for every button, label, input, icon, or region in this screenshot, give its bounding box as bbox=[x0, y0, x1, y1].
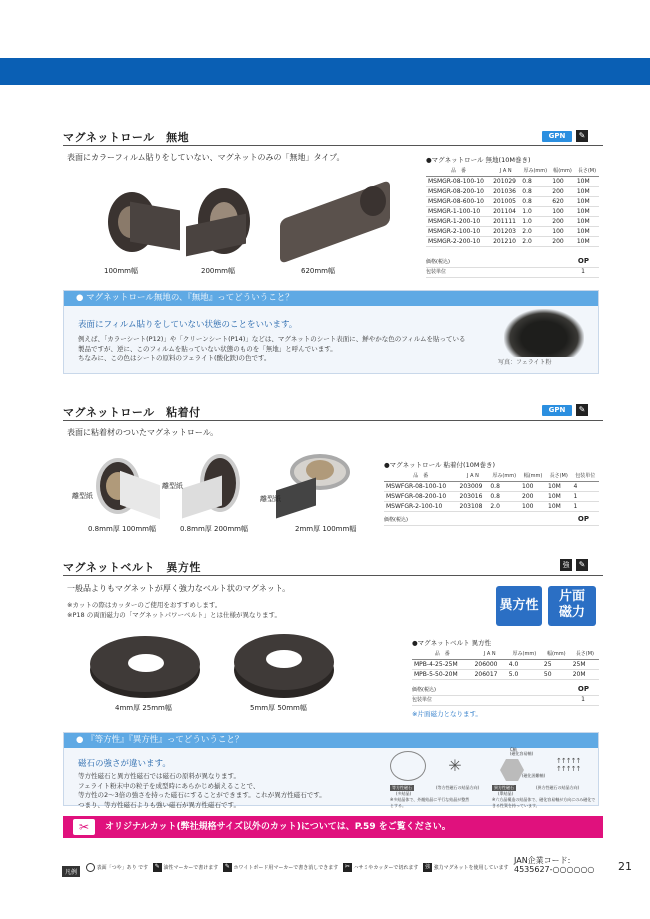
belt-images bbox=[90, 630, 330, 700]
info-box-plain bbox=[63, 290, 599, 374]
table-row: MSWFGR-2-100-10 203108 2.0 100 10M 1 bbox=[384, 501, 599, 511]
table-title: ●マグネットロール 粘着付(10M巻き) bbox=[384, 461, 495, 469]
strong-magnet-icon: 強 bbox=[560, 559, 572, 571]
iso-note: ※多結晶体で、外観結晶に平行な結晶が整然とする。 bbox=[390, 797, 470, 808]
release-paper-label: 離型紙 bbox=[72, 492, 93, 500]
spec-table-belt: 品 番 J A N 厚み(mm) 幅(mm) 長さ(M) MPB-4-25-25M 206000 4.0 25 25M MPB-5-50-20M 206017 5.0 50 20M bbox=[412, 649, 599, 680]
section-title-adhesive-roll: マグネットロール 粘着付 bbox=[63, 406, 201, 419]
gpn-badge: GPN bbox=[542, 405, 572, 416]
hard-axis-label: (磁化困難軸) bbox=[522, 773, 546, 778]
table-row: MSMGR-08-600-10 201005 0.8 620 10M bbox=[426, 196, 599, 206]
whiteboard-marker-icon: ✎ bbox=[224, 863, 230, 870]
info-lead: 表面にフィルム貼りをしていない状態のことをいいます。 bbox=[78, 320, 298, 330]
section-description: 表面に粘着材のついたマグネットロール。 bbox=[67, 428, 219, 437]
section-description: 表面にカラーフィルム貼りをしていない、マグネットのみの「無地」タイプ。 bbox=[67, 153, 345, 162]
polycrystal-icon bbox=[390, 751, 426, 781]
table-title: ●マグネットベルト 異方性 bbox=[412, 639, 492, 647]
section-title-plain-roll: マグネットロール 無地 bbox=[63, 131, 190, 144]
section-title-belt: マグネットベルト 異方性 bbox=[63, 561, 201, 574]
gloss-icon bbox=[86, 863, 95, 872]
jan-code: 4535627-○○○○○○ bbox=[514, 865, 595, 874]
table-title: ●マグネットロール 無地(10M巻き) bbox=[426, 156, 531, 164]
spec-table-adhesive: 品 番 J A N 厚み(mm) 幅(mm) 長さ(M) 包装単位 MSWFGR-08-100-10 203009 0.8 100 10M 4 MSWFGR-08-200-10 203016 0.8 200 10M 1 MSWFGR-2-100-10 203108 2.0 100 10M 1 bbox=[384, 471, 599, 512]
page-number: 21 bbox=[618, 860, 632, 873]
caption-1: 0.8mm厚 100mm幅 bbox=[88, 525, 156, 533]
table-row: MPB-4-25-25M 206000 4.0 25 25M bbox=[412, 659, 599, 669]
price-row: 価格(税込) OP bbox=[426, 258, 599, 268]
note-1: ※カットの際はカッターのご使用をおすすめします。 bbox=[67, 601, 222, 609]
iso-dir: (等方性磁石の結晶方向) bbox=[436, 785, 480, 790]
info-box-heading: ● 『等方性』『異方性』ってどういうこと？ bbox=[64, 733, 598, 748]
original-cut-banner[interactable] bbox=[63, 816, 603, 838]
caption-1: 100mm幅 bbox=[104, 267, 138, 275]
cutter-icon: ✂ bbox=[73, 819, 95, 835]
photo-caption: 写真：フェライト粉 bbox=[498, 359, 552, 366]
info-lead: 磁石の強さが違います。 bbox=[78, 759, 171, 769]
unit-row: 包装単位 1 bbox=[426, 268, 599, 278]
ferrite-powder-photo bbox=[504, 309, 584, 357]
table-row: MSMGR-1-200-10 201111 1.0 200 10M bbox=[426, 216, 599, 226]
iso-sub: (多結晶) bbox=[396, 791, 412, 796]
info-box-anisotropy bbox=[63, 732, 599, 809]
pen-icon: ✎ bbox=[576, 130, 588, 142]
scissors-icon: ✂ bbox=[344, 863, 350, 870]
hexagonal-crystal-icon bbox=[500, 759, 524, 781]
ani-label: 異方性磁石 bbox=[494, 785, 514, 790]
section-divider bbox=[63, 420, 603, 421]
table-row: MSMGR-08-200-10 201036 0.8 200 10M bbox=[426, 186, 599, 196]
pen-icon: ✎ bbox=[576, 559, 588, 571]
pen-icon: ✎ bbox=[576, 404, 588, 416]
info-body: 例えば、「カラーシート(P12)」や「クリーンシート(P14)」などは、マグネットのシート表面に、鮮やかな色のフィルムを貼っている 製品ですが、逆に、このフィルムを貼っていない状態のものを「無地」と呼んでいます。 ちなみに、この色はシートの原料のフェライト(酸化鉄)の色です。 bbox=[78, 335, 466, 362]
caption-1: 4mm厚 25mm幅 bbox=[115, 704, 172, 712]
price-row: 価格(税込) OP bbox=[384, 516, 599, 526]
banner-text: オリジナルカット(弊社規格サイズ以外のカット)については、P.59 をご覧ください。 bbox=[105, 822, 451, 832]
info-body: 等方性磁石と異方性磁石では磁石の原料が異なります。 フェライト粉末中の粒子を成型時にあらかじめ揃えることで、 等方性の2～3倍の強さを持った磁石にすることができます。これが異方性磁石です。 つまり、等方性磁石よりも強い磁石が異方性磁石です。 bbox=[78, 772, 326, 809]
section-divider bbox=[63, 575, 603, 576]
adhesive-roll-images bbox=[90, 450, 360, 520]
table-row: MSWFGR-08-100-10 203009 0.8 100 10M 4 bbox=[384, 481, 599, 491]
section-description: 一般品よりもマグネットが厚く強力なベルト状のマグネット。 bbox=[67, 584, 291, 593]
table-row: MPB-5-50-20M 206017 5.0 50 20M bbox=[412, 669, 599, 679]
legend-items: 表面「つや」あり です ✎ 油性マーカーで書けます ✎ ホワイトボード用マーカーで書き消しできます ✂ ハサミやカッターで切れます 強 強力マグネットを使用しています bbox=[86, 863, 516, 875]
single-side-footnote: ※片面磁力となります。 bbox=[412, 710, 482, 718]
table-row: MSWFGR-08-200-10 203016 0.8 200 10M 1 bbox=[384, 491, 599, 501]
table-row: MSMGR-08-100-10 201029 0.8 100 10M bbox=[426, 176, 599, 186]
multi-direction-icon: ✳ bbox=[448, 756, 462, 775]
table-row: MSMGR-2-200-10 201210 2.0 200 10M bbox=[426, 236, 599, 246]
c-axis-label: C軸 bbox=[510, 747, 517, 752]
info-box-heading: ● マグネットロール無地の、『無地』ってどういうこと？ bbox=[64, 291, 598, 306]
caption-2: 0.8mm厚 200mm幅 bbox=[180, 525, 248, 533]
ani-sub: (單結晶) bbox=[498, 791, 514, 796]
caption-2: 5mm厚 50mm幅 bbox=[250, 704, 307, 712]
table-row: MSMGR-2-100-10 201203 2.0 100 10M bbox=[426, 226, 599, 236]
section-divider bbox=[63, 145, 603, 146]
legend-label: 凡例 bbox=[62, 866, 80, 877]
spec-table-plain: 品 番 J A N 厚み(mm) 幅(mm) 長さ(M) MSMGR-08-100-10 201029 0.8 100 10M MSMGR-08-200-10 201036 0.8 200 10M MSMGR-08-600-10 201005 0.8 620 10M MSMGR-1-100-10 201104 1.0 100 10M MSMGR-1-200-10 201111 1.0 200 10M MSMGR-2-100-10 201203 2.0 100 10M MSMGR-2-200-10 201210 2.0 200 10M bbox=[426, 166, 599, 247]
single-side-badge: 片面 磁力 bbox=[548, 586, 596, 626]
caption-2: 200mm幅 bbox=[201, 267, 235, 275]
oil-marker-icon: ✎ bbox=[154, 863, 160, 870]
note-2: ※P18 の両面磁力の「マグネットパワーベルト」とは仕様が異なります。 bbox=[67, 611, 281, 619]
aligned-arrows-icon: ↑↑↑↑↑ ↑↑↑↑↑ bbox=[556, 757, 581, 773]
roll-images bbox=[90, 180, 390, 270]
c-axis-sub: (磁化容易軸) bbox=[510, 751, 534, 756]
anisotropic-badge: 異方性 bbox=[496, 586, 542, 626]
strong-magnet-icon: 強 bbox=[424, 864, 430, 870]
price-row: 価格(税込) OP bbox=[412, 686, 599, 696]
gpn-badge: GPN bbox=[542, 131, 572, 142]
table-row: MSMGR-1-100-10 201104 1.0 100 10M bbox=[426, 206, 599, 216]
caption-3: 620mm幅 bbox=[301, 267, 335, 275]
top-banner-bar bbox=[0, 58, 650, 85]
release-paper-label: 離型紙 bbox=[162, 482, 183, 490]
jan-label: JAN企業コード: bbox=[514, 856, 571, 865]
release-paper-label: 離型紙 bbox=[260, 495, 281, 503]
isotropy-diagram bbox=[390, 747, 596, 808]
iso-label: 等方性磁石 bbox=[392, 785, 412, 790]
ani-dir: (異方性磁石の結晶方向) bbox=[536, 785, 580, 790]
caption-3: 2mm厚 100mm幅 bbox=[295, 525, 357, 533]
unit-row: 包装単位 1 bbox=[412, 696, 599, 706]
ani-note: ※六方晶構造の結晶体で、磁化容易軸が方向にのみ磁化できる性質を持っています。 bbox=[492, 797, 596, 808]
